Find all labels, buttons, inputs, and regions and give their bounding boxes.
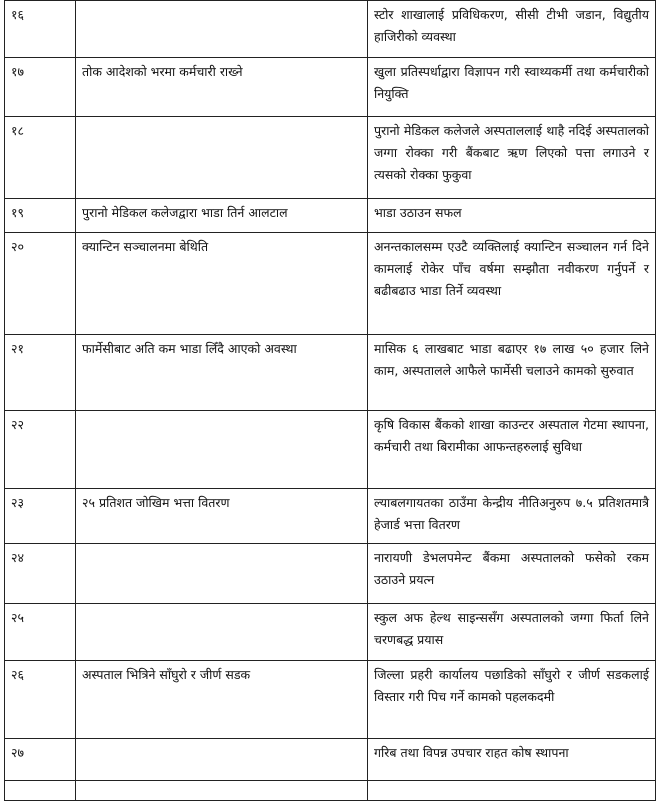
achievement-cell: खुला प्रतिस्पर्धाद्वारा विज्ञापन गरी स्वाथ्यकर्मी तथा कर्मचारीको नियुक्ति xyxy=(368,58,656,117)
achievement-cell: गरिब तथा विपन्न उपचार राहत कोष स्थापना xyxy=(368,739,656,781)
row-number: १६ xyxy=(5,1,76,58)
row-number: २२ xyxy=(5,411,76,489)
row-number: १८ xyxy=(5,117,76,199)
problem-cell xyxy=(76,604,368,661)
achievement-cell: भाडा उठाउन सफल xyxy=(368,199,656,233)
row-number: २५ xyxy=(5,604,76,661)
row-number: २१ xyxy=(5,335,76,411)
table-body xyxy=(5,1,656,801)
table-row xyxy=(5,604,656,661)
table-row xyxy=(5,199,656,233)
table-row-partial xyxy=(5,781,656,801)
table-row xyxy=(5,335,656,411)
problem-cell: पुरानो मेडिकल कलेजद्वारा भाडा तिर्न आलटाल xyxy=(76,199,368,233)
row-number: २६ xyxy=(5,661,76,739)
achievements-table xyxy=(4,0,656,801)
row-number: १७ xyxy=(5,58,76,117)
achievement-cell: स्टोर शाखालाई प्रविधिकरण, सीसी टीभी जडान, विद्युतीय हाजिरीको व्यवस्था xyxy=(368,1,656,58)
table-row xyxy=(5,544,656,604)
row-number: २० xyxy=(5,233,76,335)
empty-cell xyxy=(76,781,368,801)
problem-cell xyxy=(76,1,368,58)
row-number: २७ xyxy=(5,739,76,781)
problem-cell xyxy=(76,411,368,489)
problem-cell: २५ प्रतिशत जोखिम भत्ता वितरण xyxy=(76,489,368,544)
table-row xyxy=(5,1,656,58)
problem-cell xyxy=(76,739,368,781)
row-number: २४ xyxy=(5,544,76,604)
table-row xyxy=(5,739,656,781)
achievement-cell: कृषि विकास बैंकको शाखा काउन्टर अस्पताल गेटमा स्थापना, कर्मचारी तथा बिरामीका आफन्तहरुलाई सुविधा xyxy=(368,411,656,489)
table-row xyxy=(5,411,656,489)
problem-cell: तोक आदेशको भरमा कर्मचारी राख्ने xyxy=(76,58,368,117)
achievement-cell: स्कुल अफ हेल्थ साइन्ससँग अस्पतालको जग्गा फिर्ता लिने चरणबद्ध प्रयास xyxy=(368,604,656,661)
problem-cell xyxy=(76,117,368,199)
problem-cell: अस्पताल भित्रिने साँघुरो र जीर्ण सडक xyxy=(76,661,368,739)
achievement-cell: मासिक ६ लाखबाट भाडा बढाएर १७ लाख ५० हजार लिने काम, अस्पतालले आफैले फार्मेसी चलाउने कामको सुरुवात xyxy=(368,335,656,411)
table-row xyxy=(5,661,656,739)
problem-cell: क्यान्टिन सञ्चालनमा बेथिति xyxy=(76,233,368,335)
empty-cell xyxy=(5,781,76,801)
achievement-cell: नारायणी डेभलपमेन्ट बैंकमा अस्पतालको फसेको रकम उठाउने प्रयत्न xyxy=(368,544,656,604)
achievement-cell: पुरानो मेडिकल कलेजले अस्पताललाई थाहै नदिई अस्पतालको जग्गा रोक्का गरी बैंकबाट ऋण लिएको पत्ता लगाउने र त्यसको रोक्का फुकुवा xyxy=(368,117,656,199)
empty-cell xyxy=(368,781,656,801)
table-row xyxy=(5,233,656,335)
table-row xyxy=(5,489,656,544)
achievement-cell: जिल्ला प्रहरी कार्यालय पछाडिको साँघुरो र जीर्ण सडकलाई विस्तार गरी पिच गर्ने कामको पहलकदमी xyxy=(368,661,656,739)
table-row xyxy=(5,117,656,199)
row-number: २३ xyxy=(5,489,76,544)
row-number: १९ xyxy=(5,199,76,233)
table-row xyxy=(5,58,656,117)
achievement-cell: अनन्तकालसम्म एउटै व्यक्तिलाई क्यान्टिन सञ्चालन गर्न दिने कामलाई रोकेर पाँच वर्षमा सम्झौता नवीकरण गर्नुपर्ने र बढीबढाउ भाडा तिर्ने व्यवस्था xyxy=(368,233,656,335)
problem-cell: फार्मेसीबाट अति कम भाडा लिँदै आएको अवस्था xyxy=(76,335,368,411)
achievement-cell: ल्याबलगायतका ठाउँमा केन्द्रीय नीतिअनुरुप ७.५ प्रतिशतमात्रै हेजार्ड भत्ता वितरण xyxy=(368,489,656,544)
problem-cell xyxy=(76,544,368,604)
